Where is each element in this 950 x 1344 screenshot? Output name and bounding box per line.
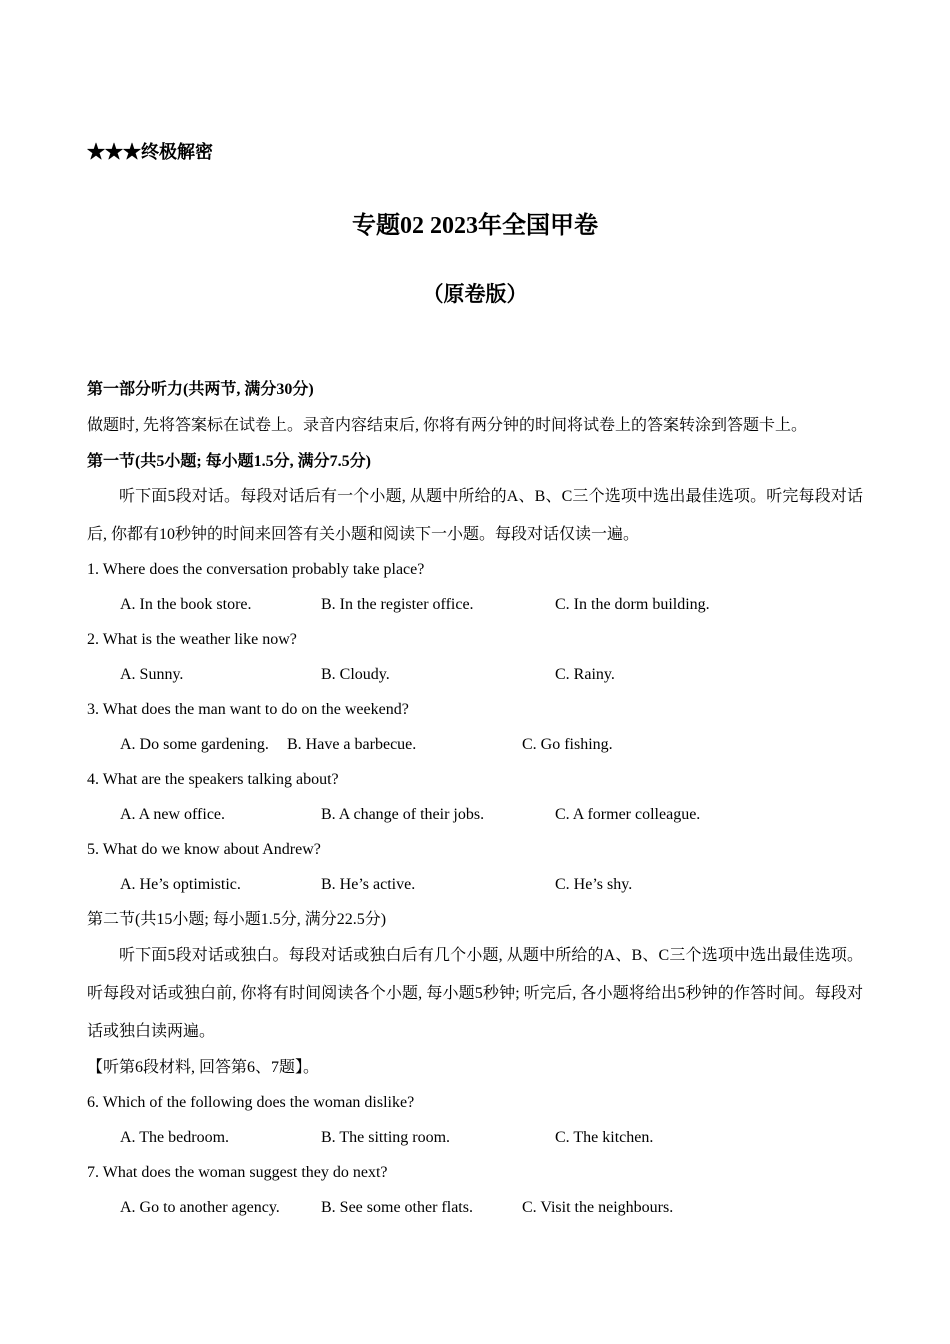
question-stem: 2. What is the weather like now? bbox=[87, 631, 297, 648]
question-stem: 7. What does the woman suggest they do next? bbox=[87, 1164, 388, 1181]
option-a: A. Sunny. bbox=[120, 666, 184, 683]
section1-directions: 听下面5段对话。每段对话后有一个小题, 从题中所给的A、B、C三个选项中选出最佳选项。听完每段对话后, 你都有10秒钟的时间来回答有关小题和阅读下一小题。每段对话仅读一遍。 bbox=[87, 488, 863, 543]
page-subtitle: （原卷版） bbox=[422, 282, 528, 306]
option-c: C. Visit the neighbours. bbox=[522, 1199, 674, 1216]
option-b: B. Cloudy. bbox=[321, 666, 390, 683]
option-a: A. In the book store. bbox=[120, 596, 252, 613]
option-b: B. See some other flats. bbox=[321, 1199, 473, 1216]
option-b: B. Have a barbecue. bbox=[287, 736, 417, 753]
question-stem: 5. What do we know about Andrew? bbox=[87, 841, 321, 858]
question-stem: 3. What does the man want to do on the weekend? bbox=[87, 701, 409, 718]
part1-heading: 第一部分听力(共两节, 满分30分) bbox=[87, 381, 314, 398]
section2-heading: 第二节(共15小题; 每小题1.5分, 满分22.5分) bbox=[87, 911, 387, 928]
option-c: C. Go fishing. bbox=[522, 736, 613, 753]
option-b: B. He’s active. bbox=[321, 876, 416, 893]
material-6-label: 【听第6段材料, 回答第6、7题】。 bbox=[87, 1059, 320, 1076]
option-a: A. Do some gardening. bbox=[120, 736, 269, 753]
question-stem: 4. What are the speakers talking about? bbox=[87, 771, 339, 788]
section1-heading: 第一节(共5小题; 每小题1.5分, 满分7.5分) bbox=[87, 453, 371, 470]
question-stem: 1. Where does the conversation probably take place? bbox=[87, 561, 425, 578]
question-stem: 6. Which of the following does the woman dislike? bbox=[87, 1094, 415, 1111]
option-b: B. In the register office. bbox=[321, 596, 474, 613]
option-c: C. He’s shy. bbox=[555, 876, 633, 893]
option-c: C. The kitchen. bbox=[555, 1129, 654, 1146]
option-a: A. He’s optimistic. bbox=[120, 876, 241, 893]
option-b: B. A change of their jobs. bbox=[321, 806, 485, 823]
option-c: C. Rainy. bbox=[555, 666, 615, 683]
section2-directions: 听下面5段对话或独白。每段对话或独白后有几个小题, 从题中所给的A、B、C三个选项中选出最佳选项。听每段对话或独白前, 你将有时间阅读各个小题, 每小题5秒钟; 听完后, 各小题将给出5秒钟的作答时间。每段对话或独白读两遍。 bbox=[87, 947, 863, 1040]
part1-instructions: 做题时, 先将答案标在试卷上。录音内容结束后, 你将有两分钟的时间将试卷上的答案转涂到答题卡上。 bbox=[87, 417, 808, 434]
secret-label: ★★★终极解密 bbox=[87, 142, 213, 162]
page-title: 专题02 2023年全国甲卷 bbox=[352, 213, 598, 239]
option-a: A. Go to another agency. bbox=[120, 1199, 280, 1216]
option-c: C. In the dorm building. bbox=[555, 596, 710, 613]
option-b: B. The sitting room. bbox=[321, 1129, 451, 1146]
option-a: A. A new office. bbox=[120, 806, 226, 823]
option-c: C. A former colleague. bbox=[555, 806, 701, 823]
option-a: A. The bedroom. bbox=[120, 1129, 230, 1146]
